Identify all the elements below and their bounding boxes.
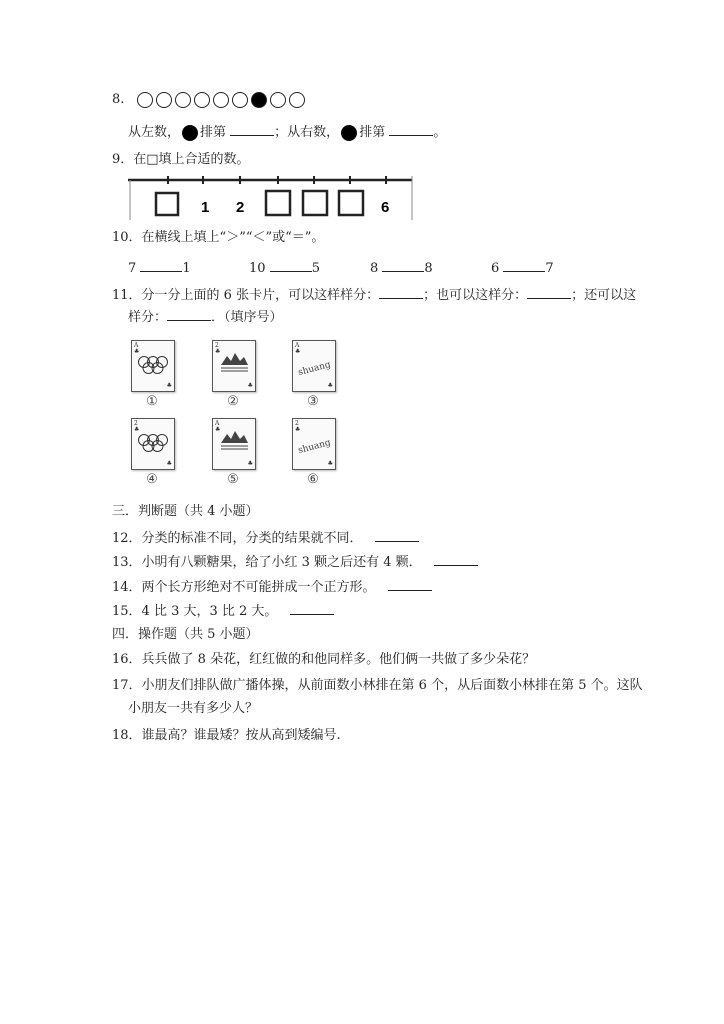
empty-circle-icon [289, 92, 305, 108]
q15-text: 15．4 比 3 大，3 比 2 大。 [112, 604, 278, 619]
q10-blank-3[interactable] [382, 257, 424, 272]
number-line-box-4[interactable] [339, 191, 363, 215]
q12-answer-blank[interactable] [375, 527, 419, 542]
card-label-3: ③ [307, 394, 319, 409]
card-label-2: ② [227, 394, 239, 409]
q8-answer-blank-right[interactable] [389, 121, 433, 136]
empty-circle-icon [194, 92, 210, 108]
number-line-label-2: 2 [236, 199, 245, 216]
q10-right-3: 8 [424, 261, 433, 276]
q10-blank-1[interactable] [140, 257, 182, 272]
empty-circle-icon [156, 92, 172, 108]
q8-text-from-left: 从左数， [128, 125, 181, 140]
q17-text-line1: 17．小朋友们排队做广播体操，从前面数小林排在第 6 个，从后面数小林排在第 5 个。这队 [112, 678, 643, 693]
number-line-box-2[interactable] [266, 191, 290, 215]
q8-row [112, 90, 308, 110]
number-line-label-3: 6 [381, 199, 390, 216]
q10-pair-4 [491, 257, 554, 276]
q8-number: 8. [112, 92, 125, 107]
q9-question: 9．在□填上合适的数。 [112, 152, 250, 167]
q10-right-1: 1 [182, 261, 191, 276]
q8-text-rank-2: 排第 [359, 125, 386, 140]
q13-answer-blank[interactable] [434, 551, 478, 566]
q9-number-line [128, 176, 418, 220]
q10-pair-2 [249, 257, 320, 276]
card-label-1: ① [146, 394, 158, 409]
section-4-heading: 四．操作题（共 5 小题） [112, 627, 259, 642]
empty-circle-icon [232, 92, 248, 108]
q10-question: 10．在横线上填上“＞”“＜”或“＝”。 [112, 230, 325, 245]
q10-left-4: 6 [491, 261, 500, 276]
card-label-6: ⑥ [307, 472, 319, 487]
card-6: 2 ♣ shuang ♣ [292, 418, 336, 470]
q15-answer-blank[interactable] [290, 600, 334, 615]
q11-blank-2[interactable] [527, 284, 571, 299]
q11-text-a: 11．分一分上面的 6 张卡片，可以这样样分： [112, 288, 380, 303]
q15-row [112, 600, 334, 622]
q11-question-line2 [128, 306, 283, 328]
q11-blank-1[interactable] [379, 284, 423, 299]
q10-right-4: 7 [545, 261, 554, 276]
q10-blank-4[interactable] [503, 257, 545, 272]
q12-text: 12．分类的标准不同，分类的结果就不同． [112, 531, 363, 546]
q11-text-b: ；也可以这样分： [423, 288, 528, 303]
q8-circle-row [137, 92, 308, 107]
q10-right-2: 5 [311, 261, 320, 276]
q8-text-end: 。 [433, 125, 447, 140]
filled-circle-icon [251, 92, 267, 108]
q11-text-c: ；还可以这 [571, 288, 637, 303]
number-line-box-3[interactable] [303, 191, 327, 215]
q10-left-2: 10 [249, 261, 266, 276]
q11-text-d: 样分： [128, 310, 168, 325]
empty-circle-icon [213, 92, 229, 108]
q10-left-3: 8 [370, 261, 379, 276]
filled-circle-icon [341, 125, 357, 141]
q18-text: 18．谁最高？谁最矮？按从高到矮编号. [112, 728, 341, 743]
q14-text: 14．两个长方形绝对不可能拼成一个正方形。 [112, 580, 376, 595]
empty-circle-icon [175, 92, 191, 108]
q14-answer-blank[interactable] [388, 576, 432, 591]
svg-text:shuang: shuang [297, 437, 332, 457]
number-line-box-1[interactable] [156, 193, 178, 215]
q12-row [112, 527, 419, 549]
card-label-4: ④ [146, 472, 158, 487]
q10-left-1: 7 [128, 261, 137, 276]
filled-circle-icon [182, 125, 198, 141]
card-3: A ♣ shuang ♣ [292, 340, 336, 392]
q10-pair-1 [128, 257, 191, 276]
svg-text:shuang: shuang [297, 359, 332, 379]
empty-circle-icon [137, 92, 153, 108]
card-1: A ♣ ♣ [131, 340, 175, 392]
q10-pair-3 [370, 257, 433, 276]
card-2: 2 ♣ ♣ [212, 340, 256, 392]
q17-text-line2: 小朋友一共有多少人？ [128, 701, 259, 716]
q14-row [112, 576, 432, 598]
card-label-5: ⑤ [227, 472, 239, 487]
q11-text-e: ．（填序号） [211, 310, 283, 325]
number-line-label-1: 1 [201, 199, 210, 216]
q8-text-rank: 排第 [200, 125, 227, 140]
section-3-heading: 三．判断题（共 4 小题） [112, 504, 259, 519]
q13-row [112, 551, 478, 573]
q11-question-line1 [112, 284, 636, 306]
q8-answer-blank-left[interactable] [230, 121, 274, 136]
q11-blank-3[interactable] [167, 306, 211, 321]
q16-text: 16．兵兵做了 8 朵花，红红做的和他同样多。他们俩一共做了多少朵花？ [112, 652, 536, 667]
empty-circle-icon [270, 92, 286, 108]
q8-question [128, 121, 446, 143]
q8-text-from-right: ；从右数， [274, 125, 340, 140]
q13-text: 13．小明有八颗糖果，给了小红 3 颗之后还有 4 颗． [112, 555, 422, 570]
card-5: A ♣ ♣ [212, 418, 256, 470]
q10-blank-2[interactable] [270, 257, 312, 272]
card-4: 2 ♣ ♣ [131, 418, 175, 470]
